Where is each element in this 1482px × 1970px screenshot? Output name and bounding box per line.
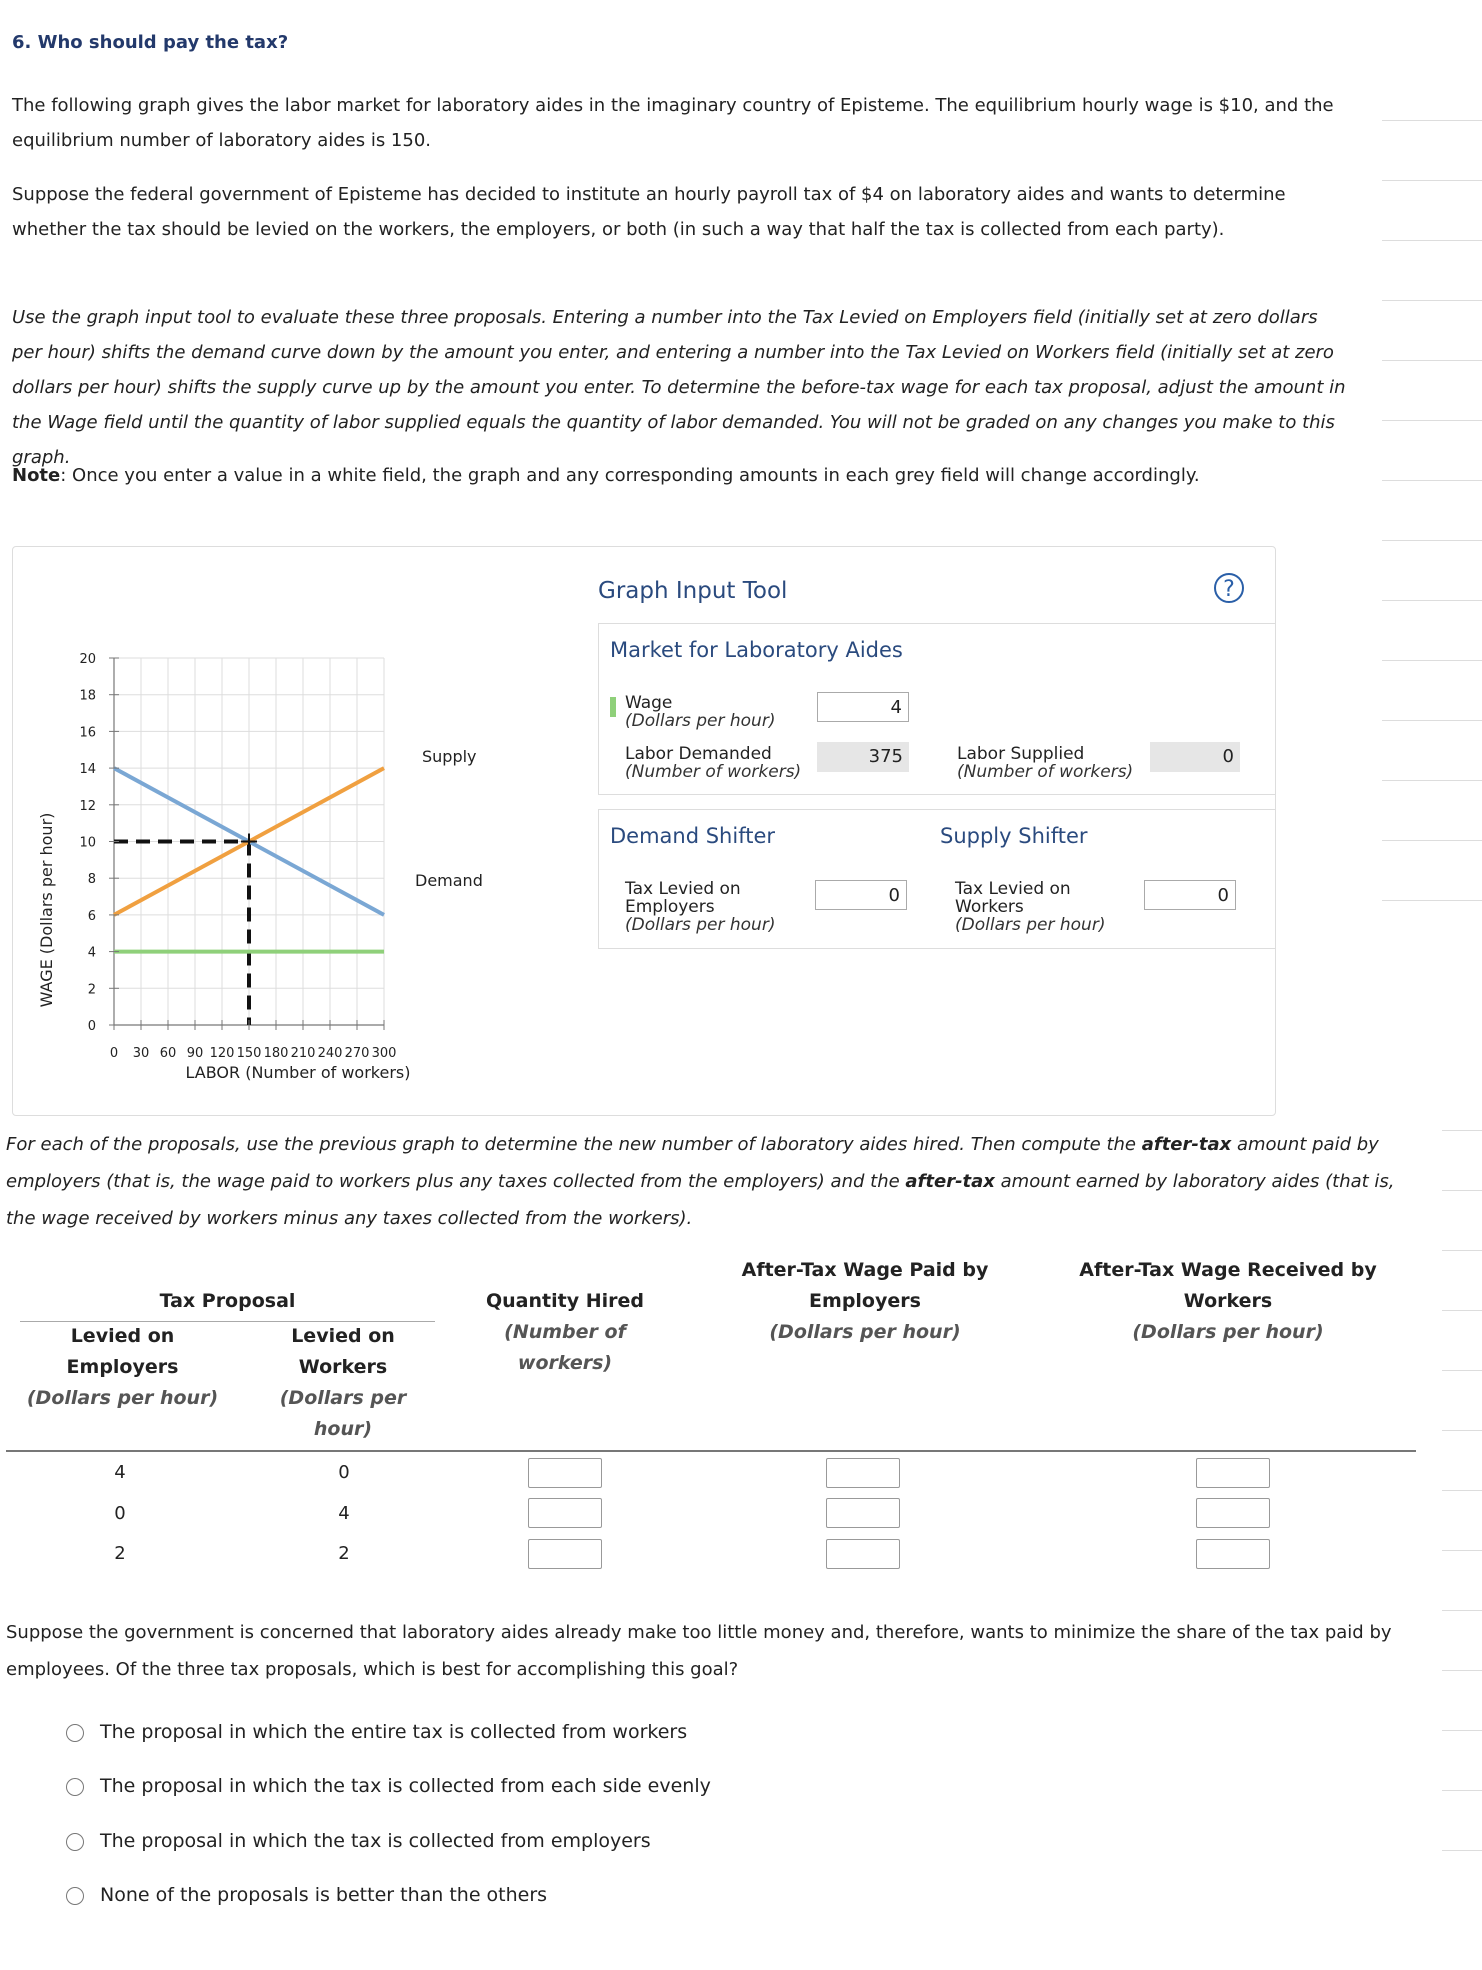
col2-line2: Workers	[298, 1356, 388, 1378]
worker-tax-label	[955, 880, 1105, 934]
col4-unit: (Dollars per hour)	[769, 1321, 961, 1343]
x-axis-label: LABOR (Number of workers)	[185, 1063, 411, 1082]
x-tick-label: 30	[132, 1046, 150, 1061]
col-workers-header	[268, 1321, 418, 1445]
col3-title: Quantity Hired	[486, 1290, 644, 1312]
question-title: 6. Who should pay the tax?	[12, 32, 289, 53]
col1-line1: Levied on	[70, 1325, 175, 1347]
col-quantity-header	[470, 1286, 660, 1379]
x-tick-label: 210	[290, 1046, 316, 1061]
labor-demanded-value: 375	[817, 742, 909, 772]
wage-legend-swatch	[610, 697, 616, 717]
supply-shifter-title: Supply Shifter	[940, 824, 1088, 848]
wage-input[interactable]: 4	[817, 692, 909, 722]
row3-paid-input[interactable]	[826, 1539, 900, 1569]
x-tick-label: 240	[317, 1046, 343, 1061]
radio-option-1[interactable]	[66, 1724, 84, 1742]
row3-employers: 2	[114, 1543, 126, 1564]
y-tick-label: 20	[79, 652, 96, 667]
col2-unit-line2: hour)	[313, 1418, 373, 1440]
y-tick-label: 4	[87, 945, 96, 961]
demanded-label: Labor Demanded	[625, 744, 772, 764]
y-tick-label: 10	[79, 835, 96, 851]
chart-ticks	[79, 652, 396, 1061]
labor-supplied-value: 0	[1150, 742, 1240, 772]
option-2-label: The proposal in which the tax is collected from each side evenly	[100, 1775, 711, 1797]
col2-line1: Levied on	[291, 1325, 395, 1347]
right-margin-rules-lower	[1442, 1130, 1482, 1910]
y-axis-label: WAGE (Dollars per hour)	[37, 812, 56, 1008]
section2-instructions	[6, 1126, 1416, 1237]
row1-workers: 0	[338, 1462, 350, 1483]
y-tick-label: 2	[87, 982, 96, 998]
labor-market-chart[interactable]	[20, 640, 510, 1100]
worker-tax-input[interactable]: 0	[1144, 880, 1236, 910]
tax-proposal-header: Tax Proposal	[159, 1290, 296, 1312]
worker-tax-unit: (Dollars per hour)	[955, 915, 1106, 935]
help-icon[interactable]: ?	[1214, 573, 1244, 603]
wage-label: Wage	[625, 693, 673, 713]
col3-unit-line1: (Number of	[504, 1321, 626, 1343]
labor-supplied-label	[957, 745, 1133, 781]
row2-employers: 0	[114, 1503, 126, 1524]
employer-tax-label-line2: Employers	[625, 897, 715, 917]
col-paid-header	[730, 1255, 1000, 1348]
radio-option-2[interactable]	[66, 1778, 84, 1796]
col5-unit: (Dollars per hour)	[1132, 1321, 1324, 1343]
col4-line1: After-Tax Wage Paid by	[741, 1259, 989, 1281]
table-header-rule	[6, 1450, 1416, 1452]
market-title: Market for Laboratory Aides	[610, 638, 903, 662]
section2-bold-2: after-tax	[905, 1171, 995, 1192]
tool-title: Graph Input Tool	[598, 578, 788, 604]
row2-quantity-input[interactable]	[528, 1498, 602, 1528]
radio-option-4[interactable]	[66, 1887, 84, 1905]
option-1-label: The proposal in which the entire tax is collected from workers	[100, 1721, 688, 1743]
y-tick-label: 0	[87, 1019, 96, 1034]
note-label: Note	[12, 465, 61, 486]
col3-unit-line2: workers)	[517, 1352, 613, 1374]
col1-line2: Employers	[66, 1356, 179, 1378]
tax-paragraph: Suppose the federal government of Episteme has decided to institute an hourly payroll tax of $4 on laboratory aides and wants to determine whether the tax should be levied on the workers, the employers, or both (in such a way that half the tax is collected from each party).	[12, 184, 1286, 240]
y-tick-label: 6	[87, 908, 96, 924]
col-employers-header	[20, 1321, 225, 1414]
demand-shifter-title: Demand Shifter	[610, 824, 776, 848]
x-tick-label: 60	[159, 1046, 177, 1061]
col4-line2: Employers	[809, 1290, 921, 1312]
col1-unit: (Dollars per hour)	[26, 1387, 219, 1409]
demanded-unit: (Number of workers)	[625, 762, 802, 782]
section2-text-d: amount earned by laboratory aides (that is, the wage received by workers minus any taxes collected from the workers).	[6, 1171, 1395, 1229]
instructions-paragraph: Use the graph input tool to evaluate these three proposals. Entering a number into the Tax Levied on Employers field (initially set at zero dollars per hour) shifts the demand curve down by the amount you enter, and entering a number into the Tax Levied on Workers field (initially set at zero dollars per hour) shifts the supply curve up by the amount you enter. To determine the before-tax wage for each tax proposal, adjust the amount in the Wage field until the quantity of labor supplied equals the quantity of labor demanded. You will not be graded on any changes you make to this graph.	[12, 307, 1346, 468]
option-3-label: The proposal in which the tax is collected from employers	[100, 1830, 651, 1852]
wage-field-label	[625, 694, 775, 730]
col5-line2: Workers	[1183, 1290, 1273, 1312]
y-tick-label: 12	[79, 798, 96, 814]
row1-paid-input[interactable]	[826, 1458, 900, 1488]
right-margin-rules	[1382, 120, 1482, 960]
row3-quantity-input[interactable]	[528, 1539, 602, 1569]
x-tick-label: 270	[344, 1046, 370, 1061]
worker-tax-label-line2: Workers	[955, 897, 1024, 917]
row3-workers: 2	[338, 1543, 350, 1564]
section2-text-c: amount paid by employers (that is, the wage paid to workers plus any taxes collected from the employers) and the	[6, 1134, 1379, 1192]
employer-tax-unit: (Dollars per hour)	[625, 915, 776, 935]
x-tick-label: 90	[186, 1046, 204, 1061]
col5-line1: After-Tax Wage Received by	[1079, 1259, 1377, 1281]
x-tick-label: 150	[236, 1046, 262, 1061]
row1-received-input[interactable]	[1196, 1458, 1270, 1488]
supplied-label: Labor Supplied	[957, 744, 1085, 764]
row2-received-input[interactable]	[1196, 1498, 1270, 1528]
y-tick-label: 8	[87, 872, 96, 888]
intro-paragraph: The following graph gives the labor market for laboratory aides in the imaginary country of Episteme. The equilibrium hourly wage is $10, and the equilibrium number of laboratory aides is 150.	[12, 95, 1334, 151]
x-tick-label: 300	[371, 1046, 397, 1061]
y-tick-label: 16	[79, 725, 96, 741]
note-paragraph	[12, 458, 1352, 493]
x-tick-label: 120	[209, 1046, 235, 1061]
note-text: : Once you enter a value in a white field, the graph and any corresponding amounts in each grey field will change accordingly.	[60, 465, 1200, 486]
row1-quantity-input[interactable]	[528, 1458, 602, 1488]
employer-tax-label	[625, 880, 775, 934]
y-tick-label: 18	[79, 688, 96, 704]
col-received-header	[1078, 1255, 1378, 1348]
row2-workers: 4	[338, 1503, 350, 1524]
col2-unit-line1: (Dollars per	[279, 1387, 407, 1409]
y-tick-label: 14	[79, 762, 96, 778]
x-tick-label: 180	[263, 1046, 289, 1061]
employer-tax-input[interactable]: 0	[815, 880, 907, 910]
final-question-text: Suppose the government is concerned that laboratory aides already make too little money and, therefore, wants to minimize the share of the tax paid by employees. Of the three tax proposals, which is best for accomplishing this goal?	[6, 1622, 1392, 1680]
wage-unit: (Dollars per hour)	[625, 711, 776, 731]
row2-paid-input[interactable]	[826, 1498, 900, 1528]
demand-curve-label: Demand	[415, 871, 483, 890]
employer-tax-label-line1: Tax Levied on	[625, 879, 741, 899]
section2-bold-1: after-tax	[1141, 1134, 1232, 1155]
row1-employers: 4	[114, 1462, 126, 1483]
option-4-label: None of the proposals is better than the others	[100, 1884, 548, 1906]
worker-tax-label-line1: Tax Levied on	[955, 879, 1071, 899]
supplied-unit: (Number of workers)	[957, 762, 1134, 782]
row3-received-input[interactable]	[1196, 1539, 1270, 1569]
labor-demanded-label	[625, 745, 801, 781]
supply-curve-label: Supply	[422, 747, 477, 766]
radio-option-3[interactable]	[66, 1833, 84, 1851]
x-tick-label: 0	[109, 1046, 119, 1061]
section2-text-a: For each of the proposals, use the previous graph to determine the new number of laboratory aides hired. Then compute the	[6, 1134, 1142, 1155]
